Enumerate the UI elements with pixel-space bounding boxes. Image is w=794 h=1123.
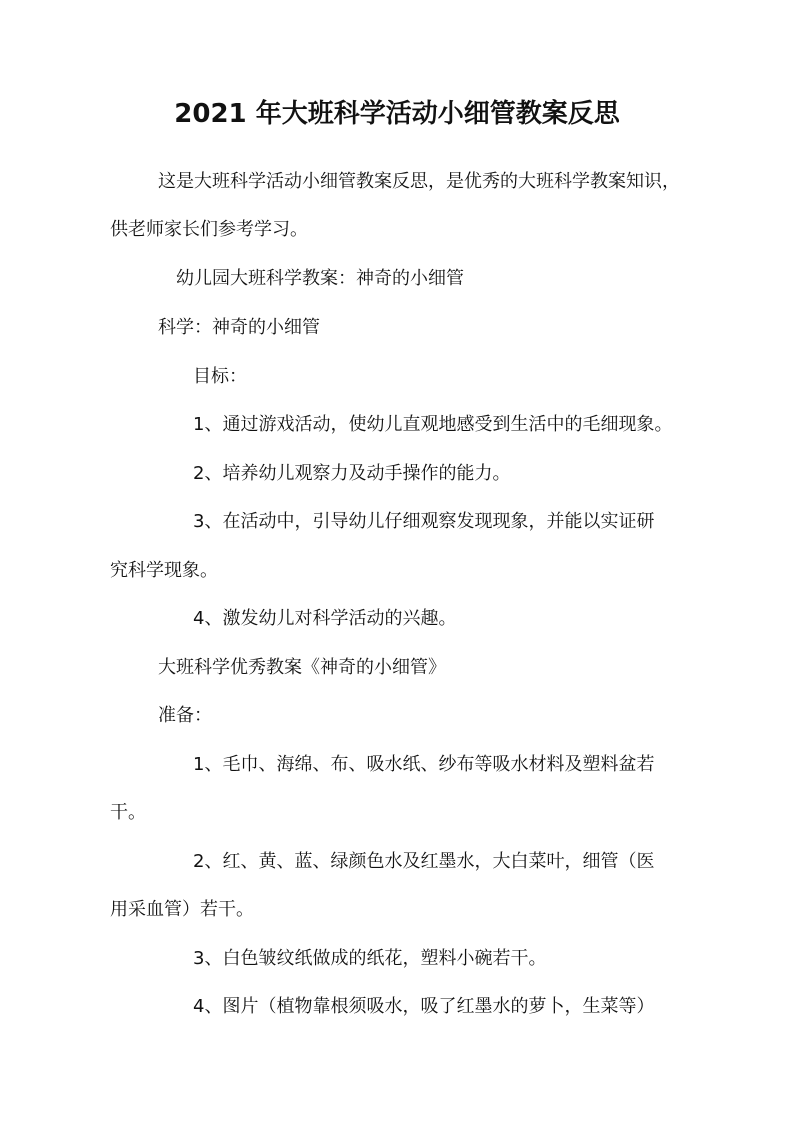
preparation-item-2-line-1: 2、红、黄、蓝、绿颜色水及红墨水，大白菜叶，细管（医 <box>193 851 655 872</box>
document-title: 2021 年大班科学活动小细管教案反思 <box>174 99 620 129</box>
preparation-item-2-line-2: 用采血管）若干。 <box>110 899 254 920</box>
goals-heading: 目标： <box>193 366 247 387</box>
preparation-item-4: 4、图片（植物靠根须吸水，吸了红墨水的萝卜，生菜等） <box>193 996 655 1017</box>
goal-item-3-line-2: 究科学现象。 <box>110 560 218 581</box>
paragraph-intro-line-2: 供老师家长们参考学习。 <box>110 219 308 240</box>
goal-item-2: 2、培养幼儿观察力及动手操作的能力。 <box>193 463 511 484</box>
subtitle-kindergarten-plan: 幼儿园大班科学教案：神奇的小细管 <box>176 268 464 289</box>
paragraph-intro-line-1: 这是大班科学活动小细管教案反思，是优秀的大班科学教案知识， <box>158 171 680 192</box>
preparation-heading: 准备： <box>158 705 212 726</box>
preparation-item-1-line-2: 干。 <box>110 802 146 823</box>
goal-item-4: 4、激发幼儿对科学活动的兴趣。 <box>193 608 457 629</box>
subject-line: 科学：神奇的小细管 <box>158 317 320 338</box>
goal-item-1: 1、通过游戏活动，使幼儿直观地感受到生活中的毛细现象。 <box>193 414 673 435</box>
goal-item-3-line-1: 3、在活动中，引导幼儿仔细观察发现现象，并能以实证研 <box>193 511 655 532</box>
excellent-plan-heading: 大班科学优秀教案《神奇的小细管》 <box>158 657 446 678</box>
preparation-item-3: 3、白色皱纹纸做成的纸花，塑料小碗若干。 <box>193 948 547 969</box>
preparation-item-1-line-1: 1、毛巾、海绵、布、吸水纸、纱布等吸水材料及塑料盆若 <box>193 754 655 775</box>
